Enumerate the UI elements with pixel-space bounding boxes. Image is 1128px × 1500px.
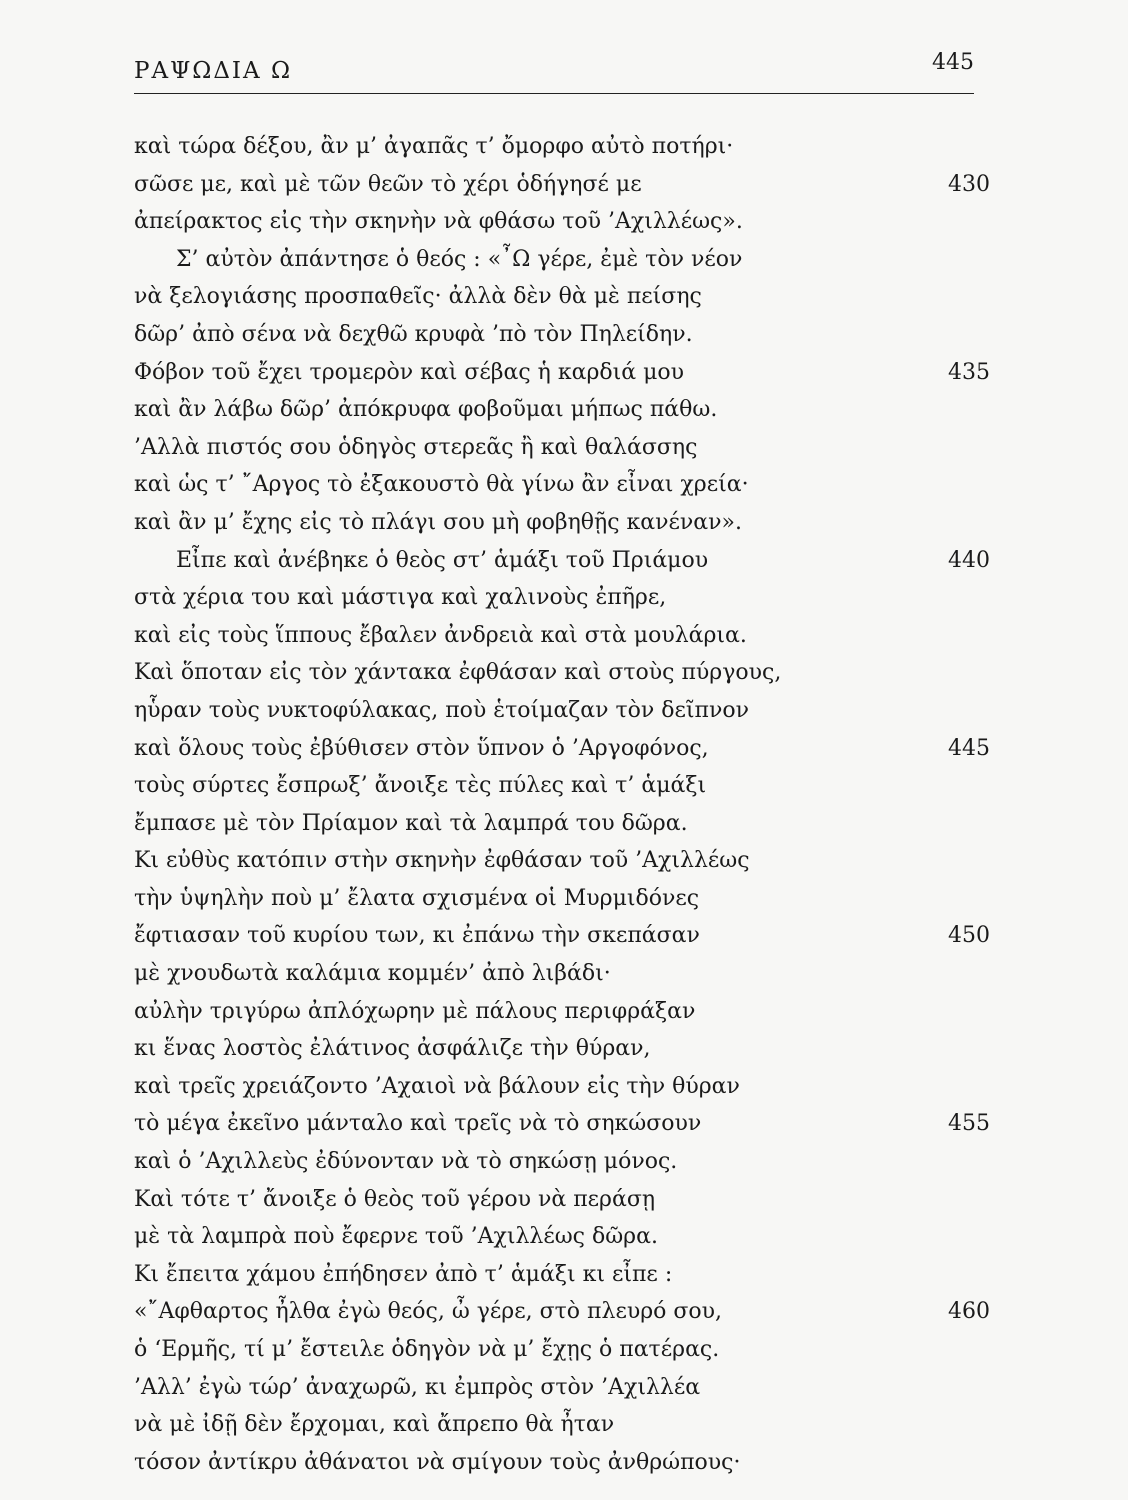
verse-text: ἔφτιασαν τοῦ κυρίου των, κι ἐπάνω τὴν σκεπάσαν [134,923,700,949]
verse-line [134,1068,984,1106]
verse-text: αὐλὴν τριγύρω ἀπλόχωρην μὲ πάλους περιφράξαν [134,998,696,1024]
page-header [134,50,974,86]
line-number: 450 [948,923,990,949]
verse-line [134,654,984,692]
verse-text: κι ἕνας λοστὸς ἐλάτινος ἀσφάλιζε τὴν θύραν, [134,1036,651,1062]
line-number: 455 [948,1111,990,1137]
verse-line [134,692,984,730]
line-number: 460 [948,1299,990,1325]
verse-text: στὰ χέρια του καὶ μάστιγα καὶ χαλινοὺς ἐπῆρε, [134,585,667,611]
verse-line [134,805,984,843]
verse-line [134,993,984,1031]
verse-text: καὶ τώρα δέξου, ἂν μ’ ἀγαπᾶς τ’ ὄμορφο αὐτὸ ποτήρι· [134,134,734,159]
verse-line [134,466,984,504]
header-rule [134,93,974,94]
verse-line [134,1181,984,1219]
verse-line [134,354,990,392]
verse-text: ’Αλλὰ πιστός σου ὁδηγὸς στερεᾶς ἢ καὶ θαλάσσης [134,434,698,460]
verse-text: καὶ τρεῖς χρειάζοντο ’Αχαιοὶ νὰ βάλουν εἰς τὴν θύραν [134,1073,740,1099]
verse-line [134,880,984,918]
verse-line [134,1406,984,1444]
verse-text: ηὗραν τοὺς νυκτοφύλακας, ποὺ ἑτοίμαζαν τὸν δεῖπνον [134,697,749,723]
verse-text: καὶ εἰς τοὺς ἵππους ἔβαλεν ἀνδρειὰ καὶ στὰ μουλάρια. [134,622,747,648]
verse-line [134,1256,984,1294]
verse-text: Φόβον τοῦ ἔχει τρομερὸν καὶ σέβας ἡ καρδιά μου [134,359,685,385]
verse-text: δῶρ’ ἀπὸ σένα νὰ δεχθῶ κρυφὰ ’πὸ τὸν Πηλείδην. [134,321,693,347]
verse-text: σῶσε με, καὶ μὲ τῶν θεῶν τὸ χέρι ὁδήγησέ με [134,171,642,197]
verse-line [134,617,984,655]
verse-text: μὲ χνουδωτὰ καλάμια κομμέν’ ἀπὸ λιβάδι· [134,961,611,987]
verse-line [134,1444,984,1482]
verse-text: ὁ ‘Ερμῆς, τί μ’ ἔστειλε ὁδηγὸν νὰ μ’ ἔχῃς ὁ πατέρας. [134,1337,720,1362]
running-head: ΡΑΨΩΔΙΑ Ω [134,58,293,84]
verse-text: μὲ τὰ λαμπρὰ ποὺ ἔφερνε τοῦ ’Αχιλλέως δῶρα. [134,1224,658,1250]
verse-text: Κι ἔπειτα χάμου ἐπήδησεν ἀπὸ τ’ ἁμάξι κι εἶπε : [134,1261,673,1287]
verse-line [134,1105,990,1143]
verse-text: τόσον ἀντίκρυ ἀθάνατοι νὰ σμίγουν τοὺς ἀνθρώπους· [134,1449,741,1475]
verse-line [134,730,990,768]
verse-text: καὶ ἂν λάβω δῶρ’ ἀπόκρυφα φοβοῦμαι μήπως πάθω. [134,397,718,423]
verse-line [134,1293,990,1331]
verse-text: Εἶπε καὶ ἀνέβηκε ὁ θεὸς στ’ ἁμάξι τοῦ Πριάμου [176,547,709,573]
verse-line [134,429,984,467]
verse-line [134,767,984,805]
verse-line [134,203,984,241]
verse-line [134,1218,984,1256]
page-number: 445 [932,50,974,75]
verse-line [134,1369,984,1407]
verse-text: καὶ ὅλους τοὺς ἐβύθισεν στὸν ὕπνον ὁ ’Αργοφόνος, [134,735,709,761]
verse-line [134,1143,984,1181]
verse-text: Καὶ ὅποταν εἰς τὸν χάντακα ἐφθάσαν καὶ στοὺς πύργους, [134,660,782,686]
verse-line [134,1030,984,1068]
verse-line [134,391,984,429]
verse-line [134,542,990,580]
verse-text: Καὶ τότε τ’ ἄνοιξε ὁ θεὸς τοῦ γέρου νὰ περάσῃ [134,1186,656,1212]
verse-line [134,579,984,617]
line-number: 445 [948,735,990,761]
verse-text: τοὺς σύρτες ἔσπρωξ’ ἄνοιξε τὲς πύλες καὶ τ’ ἁμάξι [134,773,707,799]
verse-line [134,504,984,542]
verse-text: Σ’ αὐτὸν ἀπάντησε ὁ θεός : «῏Ω γέρε, ἐμὲ τὸν νέον [176,246,743,272]
line-number: 435 [948,359,990,385]
verse-text: ’Αλλ’ ἐγὼ τώρ’ ἀναχωρῶ, κι ἐμπρὸς στὸν ’Αχιλλέα [134,1374,701,1400]
verse-line [134,955,984,993]
line-number: 440 [948,547,990,573]
verse-text: «῎Αφθαρτος ἦλθα ἐγὼ θεός, ὦ γέρε, στὸ πλευρό σου, [134,1299,723,1325]
verse-text: τὸ μέγα ἐκεῖνο μάνταλο καὶ τρεῖς νὰ τὸ σηκώσουν [134,1111,702,1137]
verse-block [134,128,990,1481]
verse-text: Κι εὐθὺς κατόπιν στὴν σκηνὴν ἐφθάσαν τοῦ ’Αχιλλέως [134,848,750,874]
verse-text: νὰ μὲ ἰδῇ δὲν ἔρχομαι, καὶ ἄπρεπο θὰ ἦταν [134,1412,615,1438]
verse-text: καὶ ἂν μ’ ἔχης εἰς τὸ πλάγι σου μὴ φοβηθῇς κανέναν». [134,509,742,535]
verse-line [134,917,990,955]
verse-line [134,1331,984,1369]
verse-line [134,128,984,166]
line-number: 430 [948,171,990,197]
verse-line [134,278,984,316]
verse-text: καὶ ὡς τ’ ῎Αργος τὸ ἐξακουστὸ θὰ γίνω ἂν εἶναι χρεία· [134,472,749,498]
verse-line [134,316,984,354]
verse-text: νὰ ξελογιάσης προσπαθεῖς· ἀλλὰ δὲν θὰ μὲ πείσης [134,284,702,310]
verse-text: καὶ ὁ ’Αχιλλεὺς ἐδύνονταν νὰ τὸ σηκώσῃ μόνος. [134,1149,678,1175]
verse-text: ἔμπασε μὲ τὸν Πρίαμον καὶ τὰ λαμπρά του δῶρα. [134,810,688,836]
verse-line [134,842,984,880]
verse-text: ἀπείρακτος εἰς τὴν σκηνὴν νὰ φθάσω τοῦ ’Αχιλλέως». [134,209,743,235]
verse-text: τὴν ὑψηλὴν ποὺ μ’ ἔλατα σχισμένα οἱ Μυρμιδόνες [134,885,700,911]
verse-line [134,241,984,279]
verse-line [134,166,990,204]
